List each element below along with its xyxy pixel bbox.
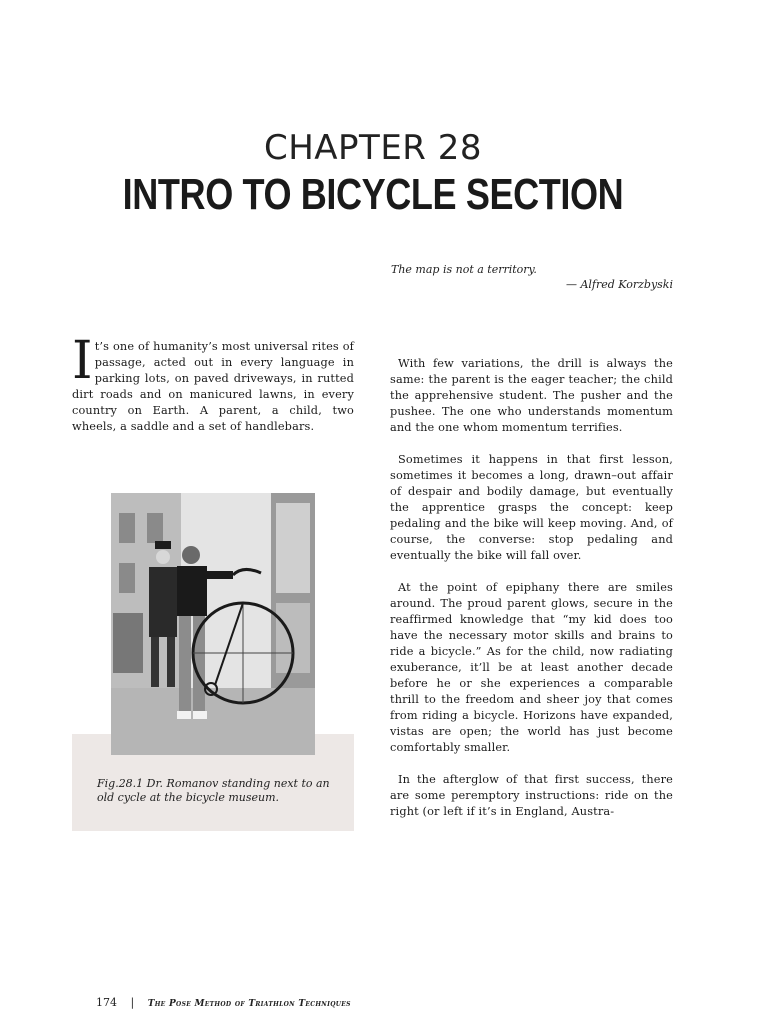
epigraph — [391, 262, 673, 292]
body-paragraph: Sometimes it happens in that first lesson, sometimes it becomes a long, drawn–out affair of despair and bodily damage, but eventually the apprentice grasps the concept: keep pedaling and the bike will keep moving. And, of course, the converse: stop pedaling and eventually the bike will fall over. — [390, 453, 673, 562]
epigraph-author: — Alfred Korzbyski — [565, 278, 673, 291]
footer-separator: | — [130, 996, 135, 1009]
chapter-number: CHAPTER 28 — [263, 128, 482, 168]
page-number: 174 — [96, 996, 117, 1009]
right-column — [390, 356, 673, 820]
page-footer — [96, 996, 351, 1009]
figure — [72, 493, 354, 831]
left-column — [72, 331, 354, 435]
drop-cap: I — [72, 331, 93, 391]
epigraph-quote: The map is not a territory. — [391, 263, 537, 276]
body-paragraph: With few variations, the drill is always the same: the parent is the eager teacher; the child the apprehensive student. The pusher and the pushee. The one who understands momentum and the one whom momentum terrifies. — [390, 357, 673, 434]
museum-photo-illustration — [111, 493, 315, 755]
intro-paragraph-text: t’s one of humanity’s most universal rites of passage, acted out in every language in parking lots, on paved driveways, in rutted dirt roads and on manicured lawns, in every country on Earth. A parent, a child, two wheels, a saddle and a set of handlebars. — [72, 340, 354, 433]
body-paragraph: At the point of epiphany there are smiles around. The proud parent glows, secure in the reaffirmed knowledge that “my kid does too have the necessary motor skills and brains to ride a bicycle.” As for the child, now radiating exuberance, it’ll be at least another decade before he or she experiences a comparable thrill to the freedom and sheer joy that comes from riding a bicycle. Horizons have expanded, vistas are open; the world has just become comfortably smaller. — [390, 581, 673, 754]
museum-photo — [111, 493, 315, 755]
book-title: The Pose Method of Triathlon Techniques — [147, 999, 351, 1009]
body-paragraph: In the afterglow of that first success, there are some peremptory instructions: ride on the right (or left if it’s in England, Austra- — [390, 773, 673, 818]
intro-paragraph — [72, 331, 354, 435]
chapter-title: INTRO TO BICYCLE SECTION — [122, 170, 624, 219]
figure-caption: Fig.28.1 Dr. Romanov standing next to an old cycle at the bicycle museum. — [97, 777, 330, 804]
